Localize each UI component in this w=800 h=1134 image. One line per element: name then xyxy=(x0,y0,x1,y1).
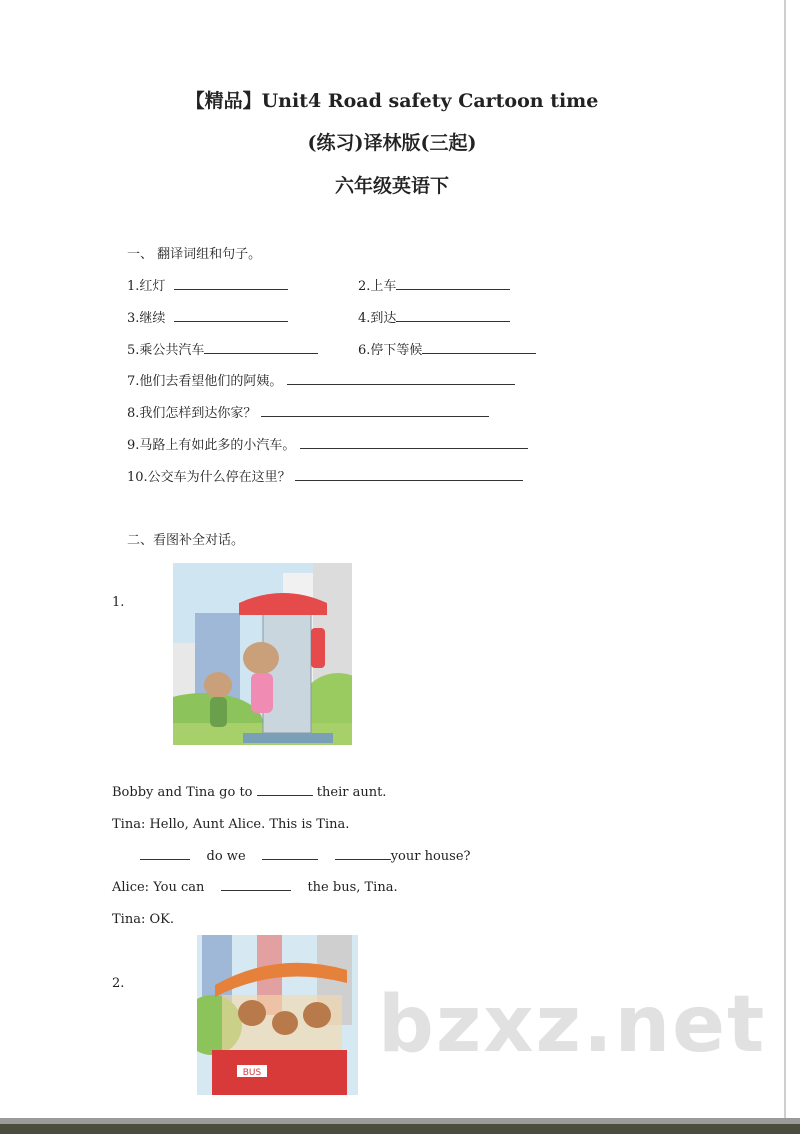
bottom-strip xyxy=(0,1124,800,1134)
question-1-number: 1. xyxy=(112,595,125,610)
dialogue-line-5: Tina: OK. xyxy=(112,912,174,927)
doc-title-line2: (练习)译林版(三起) xyxy=(307,132,477,154)
section1-heading: 一、 翻译词组和句子。 xyxy=(127,247,262,262)
question-2-number: 2. xyxy=(112,976,125,991)
item-6: 6.停下等候 xyxy=(358,339,536,358)
dialogue-line-2: Tina: Hello, Aunt Alice. This is Tina. xyxy=(112,817,350,832)
section2-heading: 二、看图补全对话。 xyxy=(127,533,245,548)
doc-title-line1: 【精品】Unit4 Road safety Cartoon time xyxy=(185,90,599,112)
item-2: 2.上车 xyxy=(358,275,510,294)
dialogue-line-4: Alice: You can the bus, Tina. xyxy=(112,880,398,895)
doc-title-line3: 六年级英语下 xyxy=(334,175,449,197)
bus-illustration xyxy=(197,935,358,1095)
item-9: 9.马路上有如此多的小汽车。 xyxy=(127,434,528,453)
watermark: bzxz.net xyxy=(378,980,767,1070)
dialogue-line-1: Bobby and Tina go to their aunt. xyxy=(112,785,387,800)
bus-sign: BUS xyxy=(242,1068,262,1078)
item-7: 7.他们去看望他们的阿姨。 xyxy=(127,370,515,389)
item-8: 8.我们怎样到达你家？ xyxy=(127,402,489,421)
item-4: 4.到达 xyxy=(358,307,510,326)
item-5: 5.乘公共汽车 xyxy=(127,339,318,358)
item-1: 1.红灯 xyxy=(127,275,288,294)
dialogue-line-3: do we your house? xyxy=(140,849,471,864)
item-3: 3.继续 xyxy=(127,307,288,326)
phone-booth-illustration xyxy=(173,563,352,745)
item-10: 10.公交车为什么停在这里？ xyxy=(127,466,523,485)
